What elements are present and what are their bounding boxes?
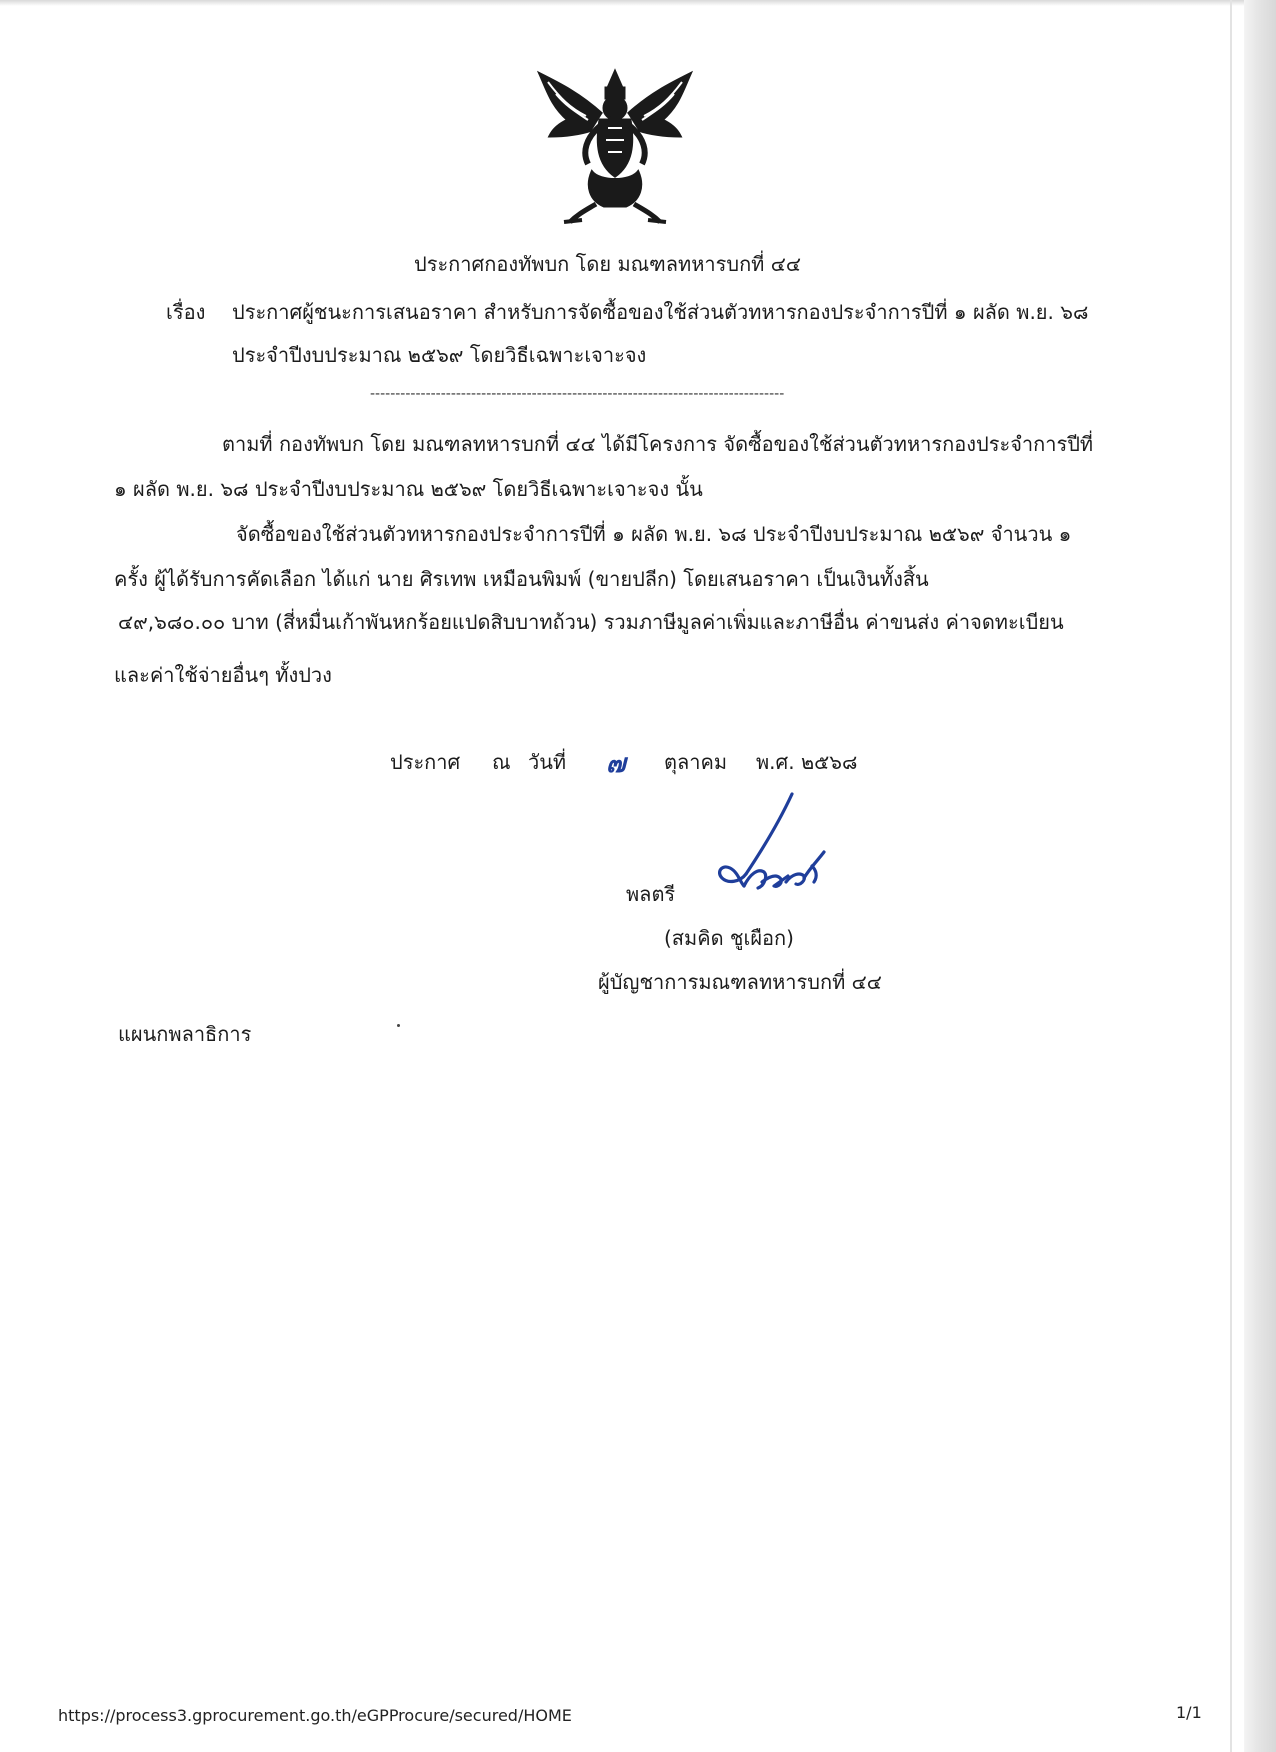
scan-speck <box>397 1024 400 1027</box>
body-paragraph-2-line-4: และค่าใช้จ่ายอื่นๆ ทั้งปวง <box>114 663 332 687</box>
separator-line: ---------------------------------------------------------------------------------- <box>370 386 785 402</box>
body-paragraph-2-line-1: จัดซื้อของใช้ส่วนตัวทหารกองประจำการปีที่ ๑ ผลัด พ.ย. ๖๘ ประจำปีงบประมาณ ๒๕๖๙ จำนวน ๑ <box>236 522 1072 546</box>
signatory-position: ผู้บัญชาการมณฑลทหารบกที่ ๔๔ <box>598 970 882 994</box>
date-month: ตุลาคม <box>664 750 728 774</box>
date-prefix: ประกาศ <box>390 750 461 774</box>
subject-line-1: ประกาศผู้ชนะการเสนอราคา สำหรับการจัดซื้อของใช้ส่วนตัวทหารกองประจำการปีที่ ๑ ผลัด พ.ย. ๖๘ <box>232 300 1089 324</box>
signatory-rank: พลตรี <box>626 882 676 906</box>
page-edge-shadow <box>1244 0 1276 1752</box>
department-name: แผนกพลาธิการ <box>118 1022 252 1046</box>
page-edge-line <box>1230 0 1232 1752</box>
subject-label: เรื่อง <box>166 300 206 324</box>
signatory-name: (สมคิด ชูเผือก) <box>664 926 794 950</box>
date-year: พ.ศ. ๒๕๖๘ <box>756 750 858 774</box>
date-day-label: วันที่ <box>528 750 567 774</box>
footer-page-number: 1/1 <box>1176 1703 1202 1722</box>
footer-url: https://process3.gprocurement.go.th/eGPProcure/secured/HOME <box>58 1706 572 1725</box>
date-day-handwritten: ๗ <box>606 749 626 779</box>
body-paragraph-1-line-2: ๑ ผลัด พ.ย. ๖๘ ประจำปีงบประมาณ ๒๕๖๙ โดยวิธีเฉพาะเจาะจง นั้น <box>114 477 703 501</box>
scan-top-shadow <box>0 0 1244 6</box>
subject-line-2: ประจำปีงบประมาณ ๒๕๖๙ โดยวิธีเฉพาะเจาะจง <box>232 343 647 367</box>
garuda-emblem-icon <box>530 54 700 226</box>
announcement-heading: ประกาศกองทัพบก โดย มณฑลทหารบกที่ ๔๔ <box>414 252 801 276</box>
body-paragraph-2-line-2: ครั้ง ผู้ได้รับการคัดเลือก ได้แก่ นาย ศิรเทพ เหมือนพิมพ์ (ขายปลีก) โดยเสนอราคา เป็นเงินทั้งสิ้น <box>114 567 929 591</box>
date-at: ณ <box>492 750 511 774</box>
body-paragraph-1-line-1: ตามที่ กองทัพบก โดย มณฑลทหารบกที่ ๔๔ ได้มีโครงการ จัดซื้อของใช้ส่วนตัวทหารกองประจำการปีที่ <box>222 432 1094 456</box>
body-paragraph-2-line-3: ๔๙,๖๘๐.๐๐ บาท (สี่หมื่นเก้าพันหกร้อยแปดสิบบาทถ้วน) รวมภาษีมูลค่าเพิ่มและภาษีอื่น ค่าขนส่ง ค่าจดทะเบียน <box>118 610 1064 634</box>
handwritten-signature <box>700 790 830 902</box>
